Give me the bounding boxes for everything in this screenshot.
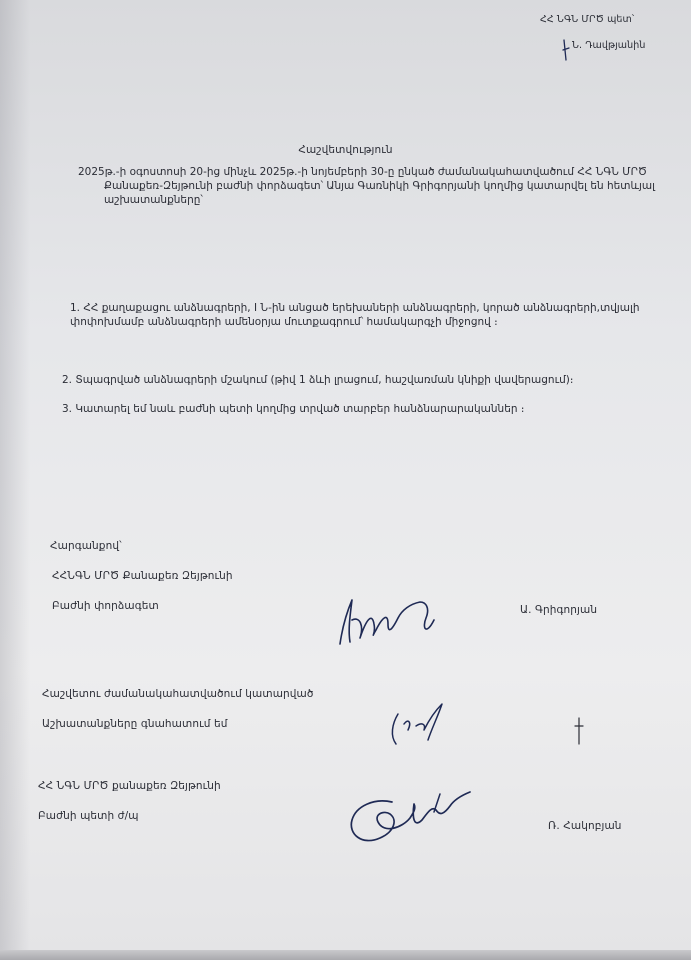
document-title: Հաշվետվություն <box>298 144 393 156</box>
list-item-3: 3. Կատարել եմ նաև բաժնի պետի կողմից տրված տարբեր հանձնարարականներ ։ <box>62 403 525 415</box>
signature-1 <box>330 590 450 650</box>
signer3-position: Բաժնի պետի ժ/պ <box>38 810 139 822</box>
addressee-mark <box>560 38 574 62</box>
signer3-name: Ռ. Հակոբյան <box>548 820 622 832</box>
signer1-name: Ա. Գրիգորյան <box>520 604 598 616</box>
signer1-position: Բաժնի փորձագետ <box>52 600 159 612</box>
page-bottom-edge <box>0 950 691 960</box>
signer3-org: ՀՀ ՆԳՆ ՄՐԾ քանաքեռ Զեյթունի <box>38 780 221 792</box>
addressee-line-1: ՀՀ ՆԳՆ ՄՐԾ պետ՝ <box>540 14 635 25</box>
greeting: Հարգանքով՝ <box>50 540 122 552</box>
signer1-org: ՀՀՆԳՆ ՄՐԾ Քանաքեռ Զեյթունի <box>52 570 233 582</box>
addressee-line-2: Ն. Դավթյանին <box>572 40 646 51</box>
signature-2 <box>386 700 456 750</box>
signature-3 <box>344 784 484 854</box>
list-item-2: 2. Տպագրված անձնագրերի մշակում (թիվ 1 ձևի լրացում, հաշվառման կնիքի վավերացում)։ <box>62 374 574 386</box>
list-item-1: 1. ՀՀ քաղաքացու անձնագրերի, I Ն-ին անցած երեխաների անձնագրերի, կորած անձնագրերի,տվյալի փոփոխմամբ անձնագրերի ամենօրյա մուտքագրում՝ համակարգչի միջոցով ։ <box>70 302 640 328</box>
stamp-mark <box>572 716 586 746</box>
evaluation-line-1: Հաշվետու ժամանակահատվածում կատարված <box>42 688 314 700</box>
evaluation-line-2: Աշխատանքները գնահատում եմ <box>42 718 228 730</box>
intro-paragraph: 2025թ.-ի օգոստոսի 20-ից մինչև 2025թ.-ի նոյեմբերի 30-ը ընկած ժամանակահատվածում ՀՀ ՆԳՆ ՄՐԾ Քանաքեռ-Զեյթունի բաժնի փորձագետ՝ Անյա Գառնիկի Գրիգորյանի կողմից կատարվել են հետևյալ աշխատանքները՝ <box>78 166 655 206</box>
